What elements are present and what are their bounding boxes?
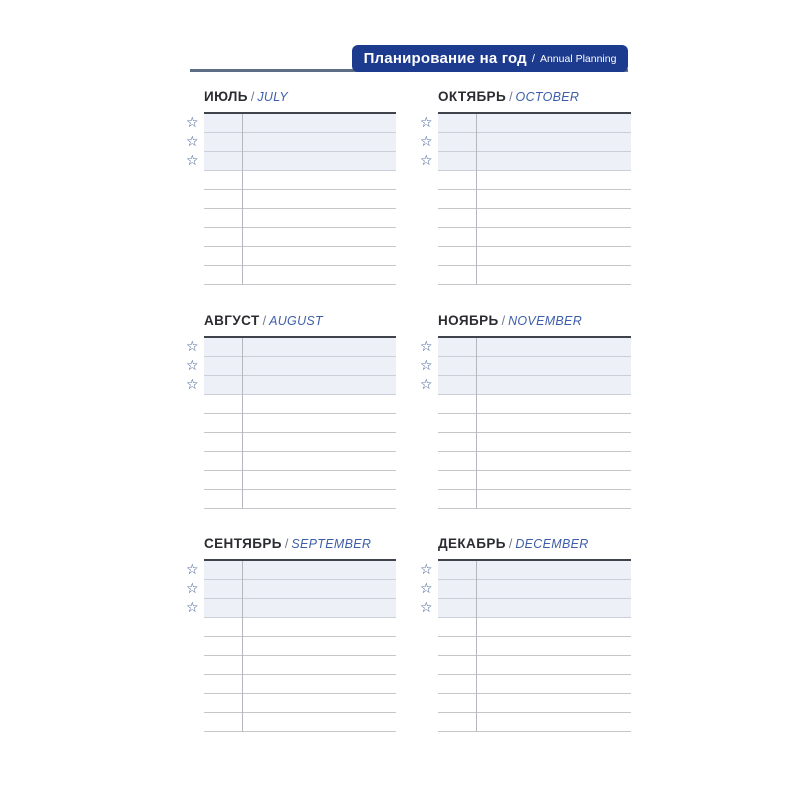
month-header (204, 87, 396, 107)
page-title-separator: / (531, 52, 535, 65)
month-rows (420, 336, 631, 509)
starred-row (186, 376, 396, 395)
ruled-row (204, 266, 396, 285)
ruled-row (204, 433, 396, 452)
ruled-row (438, 618, 631, 637)
month-block-august (186, 311, 396, 509)
month-rows (420, 112, 631, 285)
column-divider (476, 114, 477, 285)
ruled-row (438, 414, 631, 433)
star-icon: ☆ (186, 562, 199, 578)
month-name-ru: ДЕКАБРЬ (438, 536, 506, 551)
starred-row (186, 152, 396, 171)
month-header (204, 534, 396, 554)
month-name-en: OCTOBER (515, 90, 580, 104)
ruled-row (438, 452, 631, 471)
star-icon: ☆ (186, 581, 199, 597)
star-icon: ☆ (420, 581, 433, 597)
starred-row (420, 152, 631, 171)
starred-row (186, 114, 396, 133)
ruled-row (438, 471, 631, 490)
star-icon: ☆ (186, 153, 199, 169)
ruled-row (204, 637, 396, 656)
ruled-row (204, 171, 396, 190)
month-name-separator: / (250, 90, 255, 104)
ruled-row (204, 209, 396, 228)
month-name-separator: / (508, 537, 513, 551)
month-name-ru: НОЯБРЬ (438, 312, 499, 328)
star-icon: ☆ (186, 357, 199, 374)
month-block-november (420, 311, 631, 509)
month-name-ru: СЕНТЯБРЬ (204, 536, 282, 551)
star-icon: ☆ (186, 134, 199, 150)
starred-row (420, 580, 631, 599)
month-block-july (186, 87, 396, 285)
month-name-en: AUGUST (269, 313, 323, 328)
ruled-row (438, 266, 631, 285)
ruled-row (204, 190, 396, 209)
ruled-row (438, 713, 631, 732)
month-name-separator: / (501, 313, 506, 328)
star-icon: ☆ (420, 600, 433, 616)
starred-row (420, 357, 631, 376)
month-name-en: NOVEMBER (508, 313, 583, 328)
month-header (438, 87, 631, 107)
page-title-badge (352, 45, 628, 72)
ruled-row (438, 433, 631, 452)
starred-row (186, 357, 396, 376)
month-name-en: DECEMBER (515, 537, 589, 551)
ruled-row (204, 471, 396, 490)
starred-row (420, 338, 631, 357)
starred-row (186, 561, 396, 580)
month-block-october (420, 87, 631, 285)
month-name-ru: АВГУСТ (204, 312, 260, 328)
month-header (438, 311, 631, 331)
column-divider (242, 338, 243, 509)
month-name-ru: ОКТЯБРЬ (438, 89, 507, 104)
month-header (204, 311, 396, 331)
ruled-row (204, 713, 396, 732)
ruled-row (438, 395, 631, 414)
month-name-ru: ИЮЛЬ (204, 89, 248, 104)
month-block-september (186, 534, 396, 732)
ruled-row (438, 190, 631, 209)
starred-row (420, 561, 631, 580)
star-icon: ☆ (420, 134, 433, 150)
month-name-separator: / (284, 537, 289, 551)
star-icon: ☆ (186, 115, 199, 131)
ruled-row (438, 247, 631, 266)
ruled-row (204, 228, 396, 247)
month-block-december (420, 534, 631, 732)
star-icon: ☆ (420, 153, 433, 169)
column-divider (476, 561, 477, 732)
ruled-row (438, 675, 631, 694)
page-title-ru: Планирование на год (363, 50, 527, 67)
ruled-row (204, 414, 396, 433)
starred-row (420, 376, 631, 395)
star-icon: ☆ (186, 338, 199, 355)
month-rows (420, 559, 631, 732)
ruled-row (438, 694, 631, 713)
month-name-en: JULY (257, 90, 288, 104)
ruled-row (438, 171, 631, 190)
column-divider (476, 338, 477, 509)
starred-row (420, 114, 631, 133)
starred-row (420, 599, 631, 618)
month-rows (186, 559, 396, 732)
ruled-row (204, 452, 396, 471)
starred-row (186, 580, 396, 599)
ruled-row (204, 618, 396, 637)
page-title-en: Annual Planning (539, 52, 617, 65)
star-icon: ☆ (420, 376, 433, 393)
column-divider (242, 561, 243, 732)
starred-row (420, 133, 631, 152)
ruled-row (204, 247, 396, 266)
ruled-row (438, 656, 631, 675)
ruled-row (438, 637, 631, 656)
month-rows (186, 336, 396, 509)
ruled-row (204, 675, 396, 694)
column-divider (242, 114, 243, 285)
month-name-separator: / (262, 313, 267, 328)
starred-row (186, 338, 396, 357)
month-name-separator: / (509, 90, 513, 104)
ruled-row (438, 209, 631, 228)
month-rows (186, 112, 396, 285)
months-grid (186, 87, 631, 732)
star-icon: ☆ (420, 562, 433, 578)
month-name-en: SEPTEMBER (291, 537, 372, 551)
ruled-row (204, 656, 396, 675)
ruled-row (438, 490, 631, 509)
ruled-row (438, 228, 631, 247)
starred-row (186, 599, 396, 618)
star-icon: ☆ (186, 376, 199, 393)
star-icon: ☆ (420, 357, 433, 374)
ruled-row (204, 490, 396, 509)
starred-row (186, 133, 396, 152)
ruled-row (204, 395, 396, 414)
star-icon: ☆ (420, 338, 433, 355)
star-icon: ☆ (186, 600, 199, 616)
star-icon: ☆ (420, 115, 433, 131)
ruled-row (204, 694, 396, 713)
month-header (438, 534, 631, 554)
